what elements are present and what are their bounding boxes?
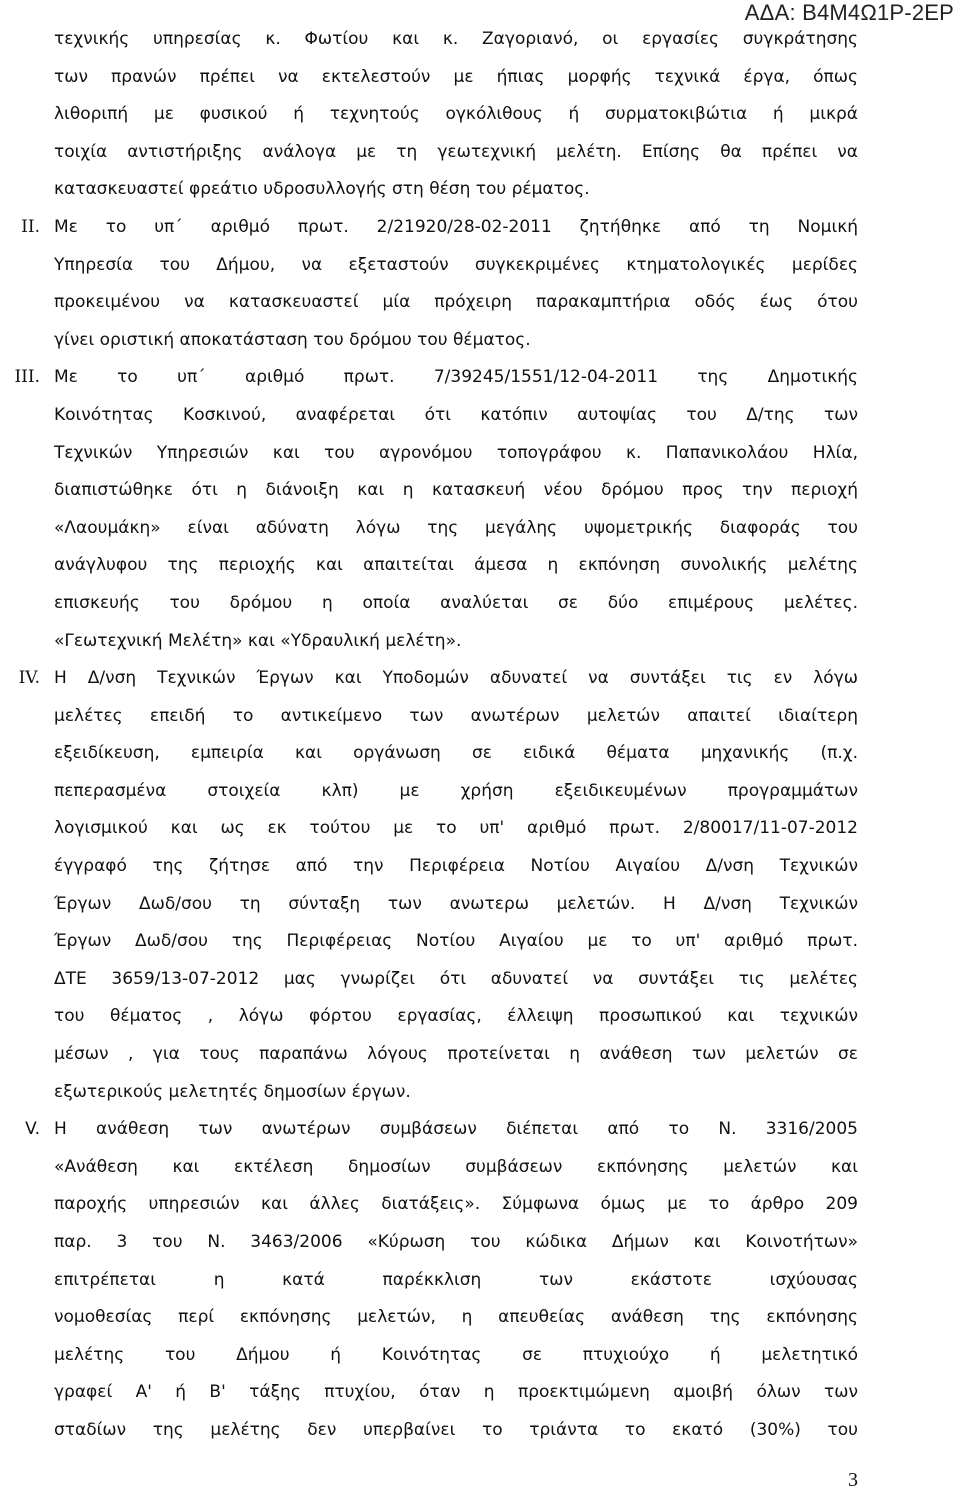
- item-line: «Ανάθεση και εκτέλεση δημοσίων συμβάσεων εκπόνησης μελετών και: [54, 1156, 858, 1177]
- intro-line: λιθοριπή με φυσικού ή τεχνητούς ογκόλιθους ή συρματοκιβώτια ή μικρά: [54, 104, 858, 125]
- item-line: μελέτες επειδή το αντικείμενο των ανωτέρων μελετών απαιτεί ιδιαίτερη: [54, 705, 858, 726]
- intro-paragraph: [0, 21, 960, 209]
- item-label: IV.: [18, 668, 40, 689]
- item-line: του θέματος , λόγω φόρτου εργασίας, έλλειψη προσωπικού και τεχνικών: [54, 1006, 858, 1027]
- item-line: Κοινότητας Κοσκινού, αναφέρεται ότι κατόπιν αυτοψίας του Δ/της των: [54, 404, 858, 425]
- item-line: Η Δ/νση Τεχνικών Έργων και Υποδομών αδυνατεί να συντάξει τις εν λόγω: [54, 668, 858, 689]
- item-line: παρ. 3 του Ν. 3463/2006 «Κύρωση του κώδικα Δήμων και Κοινοτήτων»: [54, 1232, 858, 1252]
- intro-line: τεχνικής υπηρεσίας κ. Φωτίου και κ. Ζαγοριανό, οι εργασίες συγκράτησης: [54, 29, 858, 49]
- item-line: παροχής υπηρεσιών και άλλες διατάξεις». Σύμφωνα όμως με το άρθρο 209: [54, 1194, 858, 1215]
- item-label: V.: [25, 1119, 40, 1140]
- item-line: γραφεί Α' ή Β' τάξης πτυχίου, όταν η προεκτιμώμενη αμοιβή όλων των: [54, 1382, 858, 1403]
- page-number: 3: [848, 1469, 858, 1491]
- intro-line: των πρανών πρέπει να εκτελεστούν με ήπιας μορφής τεχνικά έργα, όπως: [54, 66, 858, 87]
- intro-line: κατασκευαστεί φρεάτιο υδροσυλλογής στη θέση του ρέματος.: [54, 179, 590, 200]
- item-line: εξειδίκευση, εμπειρία και οργάνωση σε ειδικά θέματα μηχανικής (π.χ.: [54, 743, 858, 764]
- item-line: μέσων , για τους παραπάνω λόγους προτείνεται η ανάθεση των μελετών σε: [54, 1044, 858, 1065]
- item-line: έγγραφό της ζήτησε από την Περιφέρεια Νοτίου Αιγαίου Δ/νση Τεχνικών: [54, 856, 858, 877]
- item-line: «Γεωτεχνική Μελέτη» και «Υδραυλική μελέτη».: [54, 630, 462, 651]
- item-v: [0, 1111, 960, 1449]
- document-body: [0, 21, 960, 1450]
- intro-line: τοιχία αντιστήριξης ανάλογα με τη γεωτεχνική μελέτη. Επίσης θα πρέπει να: [54, 141, 858, 162]
- ada-code: ΑΔΑ: Β4Μ4Ω1Ρ-2ΕΡ: [744, 0, 954, 25]
- item-line: Με το υπ΄ αριθμό πρωτ. 2/21920/28-02-2011 ζητήθηκε από τη Νομική: [54, 216, 858, 237]
- item-line: πεπερασμένα στοιχεία κλπ) με χρήση εξειδικευμένων προγραμμάτων: [54, 780, 858, 801]
- item-line: Έργων Δωδ/σου της Περιφέρειας Νοτίου Αιγαίου με το υπ' αριθμό πρωτ.: [54, 931, 858, 952]
- item-line: Η ανάθεση των ανωτέρων συμβάσεων διέπεται από το Ν. 3316/2005: [54, 1119, 858, 1140]
- item-line: μελέτης του Δήμου ή Κοινότητας σε πτυχιούχο ή μελετητικό: [54, 1344, 858, 1365]
- item-line: εξωτερικούς μελετητές δημοσίων έργων.: [54, 1081, 411, 1102]
- item-line: προκειμένου να κατασκευαστεί μία πρόχειρη παρακαμπτήρια οδός έως ότου: [54, 292, 858, 313]
- item-line: γίνει οριστική αποκατάσταση του δρόμου του θέματος.: [54, 329, 531, 350]
- item-line: διαπιστώθηκε ότι η διάνοιξη και η κατασκευή νέου δρόμου προς την περιοχή: [54, 480, 858, 501]
- item-label: III.: [14, 367, 40, 388]
- item-line: επισκευής του δρόμου η οποία αναλύεται σε δύο επιμέρους μελέτες.: [54, 592, 858, 613]
- item-line: λογισμικού και ως εκ τούτου με το υπ' αριθμό πρωτ. 2/80017/11-07-2012: [54, 818, 858, 839]
- item-ii: [0, 209, 960, 359]
- item-line: σταδίων της μελέτης δεν υπερβαίνει το τριάντα το εκατό (30%) του: [54, 1419, 858, 1440]
- item-line: «Λαουμάκη» είναι αδύνατη λόγω της μεγάλης υψομετρικής διαφοράς του: [54, 517, 858, 538]
- item-iii: [0, 359, 960, 660]
- item-line: Τεχνικών Υπηρεσιών και του αγρονόμου τοπογράφου κ. Παπανικολάου Ηλία,: [54, 442, 858, 463]
- item-label: II.: [21, 216, 40, 237]
- item-line: Υπηρεσία του Δήμου, να εξεταστούν συγκεκριμένες κτηματολογικές μερίδες: [54, 254, 858, 275]
- item-line: επιτρέπεται η κατά παρέκκλιση των εκάστοτε ισχύουσας: [54, 1269, 858, 1290]
- item-line: Με το υπ΄ αριθμό πρωτ. 7/39245/1551/12-04-2011 της Δημοτικής: [54, 367, 858, 388]
- item-iv: [0, 660, 960, 1111]
- item-line: Έργων Δωδ/σου τη σύνταξη των ανωτερω μελετών. Η Δ/νση Τεχνικών: [54, 893, 858, 914]
- item-line: ΔΤΕ 3659/13-07-2012 μας γνωρίζει ότι αδυνατεί να συντάξει τις μελέτες: [54, 968, 858, 989]
- item-line: ανάγλυφου της περιοχής και απαιτείται άμεσα η εκπόνηση συνολικής μελέτης: [54, 555, 858, 576]
- item-line: νομοθεσίας περί εκπόνησης μελετών, η απευθείας ανάθεση της εκπόνησης: [54, 1307, 858, 1328]
